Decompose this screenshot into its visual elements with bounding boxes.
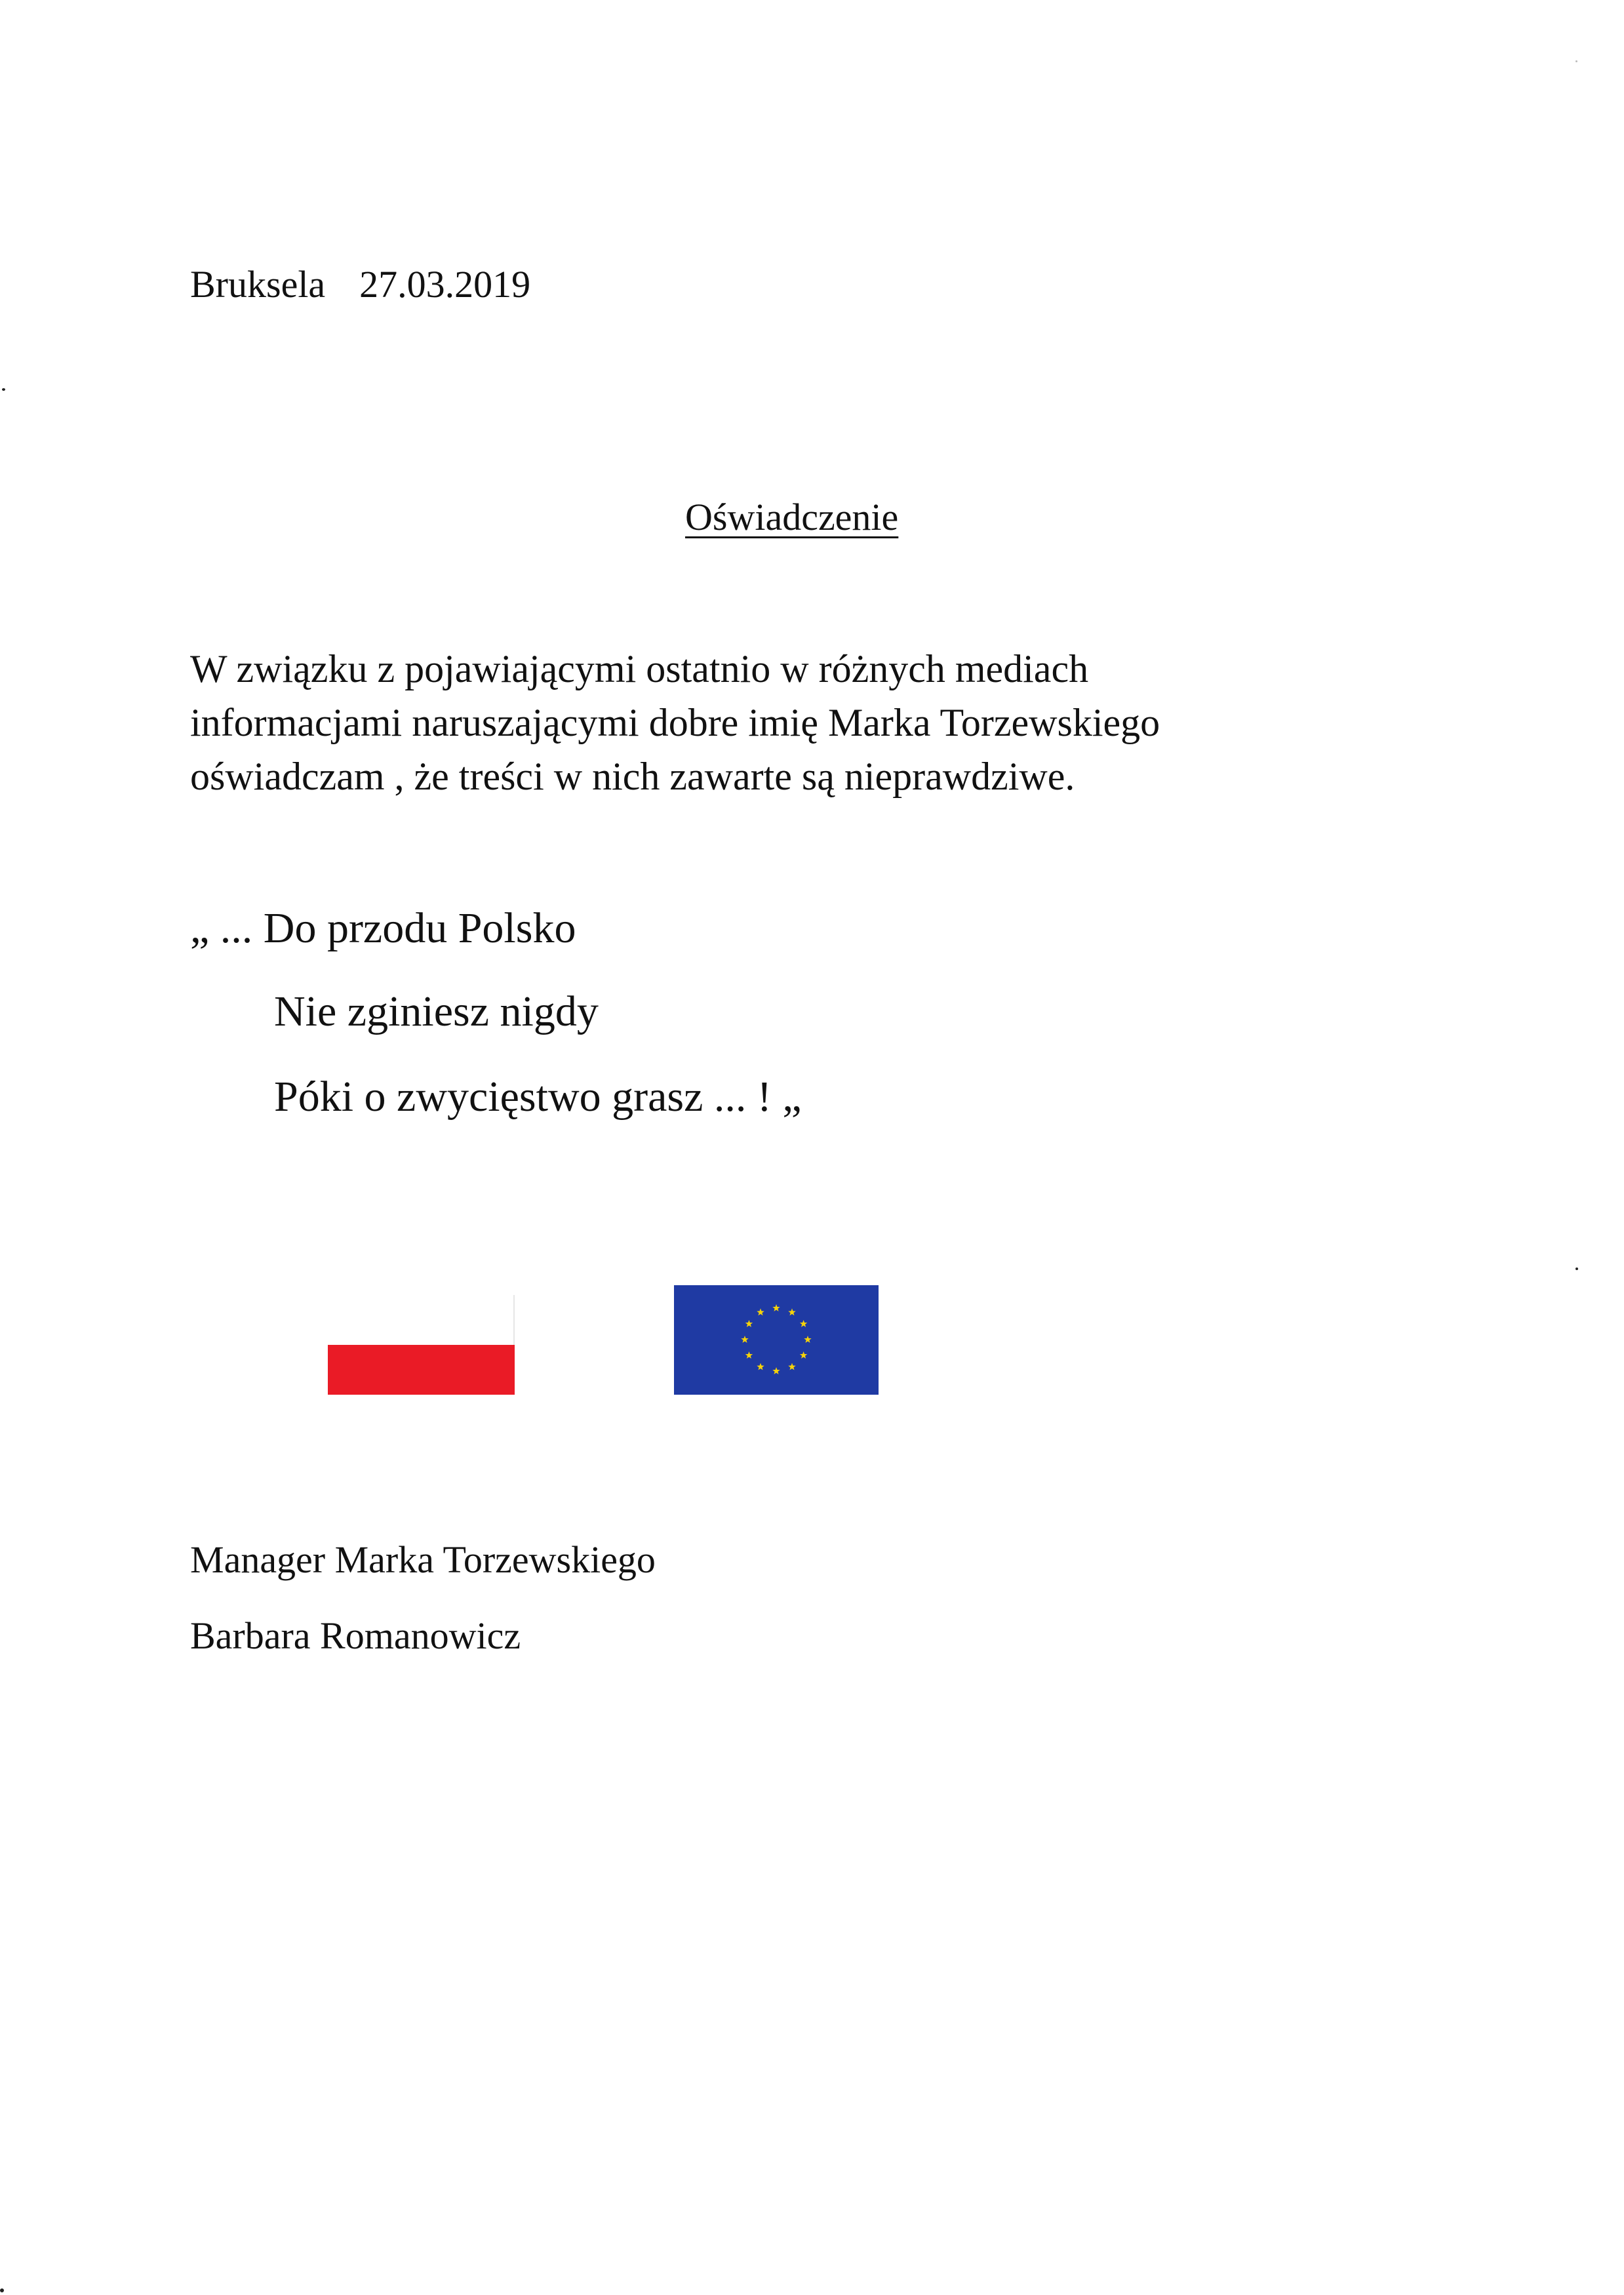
body-line-2: informacjami naruszającymi dobre imię Marka Torzewskiego	[190, 701, 1160, 744]
signature-name: Barbara Romanowicz	[190, 1614, 521, 1657]
scan-speck	[0, 2288, 4, 2292]
body-line-1: W związku z pojawiającymi ostatnio w różnych mediach	[190, 647, 1089, 690]
date-line	[190, 263, 531, 306]
poland-flag	[328, 1295, 515, 1395]
quote-line-1: „ ... Do przodu Polsko	[190, 904, 576, 952]
eu-star-icon	[745, 1320, 753, 1327]
scan-speck	[1575, 1267, 1578, 1270]
eu-star-icon	[757, 1308, 764, 1315]
scan-speck	[2, 388, 5, 391]
eu-star-icon	[772, 1304, 780, 1311]
date: 27.03.2019	[359, 263, 531, 306]
eu-star-icon	[745, 1351, 753, 1359]
eu-star-icon	[788, 1363, 795, 1370]
eu-flag	[674, 1285, 879, 1395]
eu-star-icon	[800, 1320, 807, 1327]
document-title: Oświadczenie	[685, 496, 899, 538]
eu-flag-stars	[674, 1285, 879, 1395]
eu-star-icon	[772, 1367, 780, 1374]
eu-star-icon	[788, 1308, 795, 1315]
eu-star-icon	[757, 1363, 764, 1370]
poland-flag-red-stripe	[328, 1345, 515, 1395]
quote-line-3: Póki o zwycięstwo grasz ... ! „	[274, 1073, 802, 1121]
scan-speck	[1575, 60, 1577, 62]
poland-flag-white-stripe	[328, 1295, 515, 1345]
city: Bruksela	[190, 263, 326, 306]
eu-star-icon	[804, 1336, 811, 1343]
eu-star-icon	[741, 1336, 748, 1343]
quote-line-2: Nie zginiesz nigdy	[274, 988, 599, 1035]
eu-star-icon	[800, 1351, 807, 1359]
body-line-3: oświadczam , że treści w nich zawarte są nieprawdziwe.	[190, 755, 1075, 798]
signature-role: Manager Marka Torzewskiego	[190, 1538, 656, 1581]
